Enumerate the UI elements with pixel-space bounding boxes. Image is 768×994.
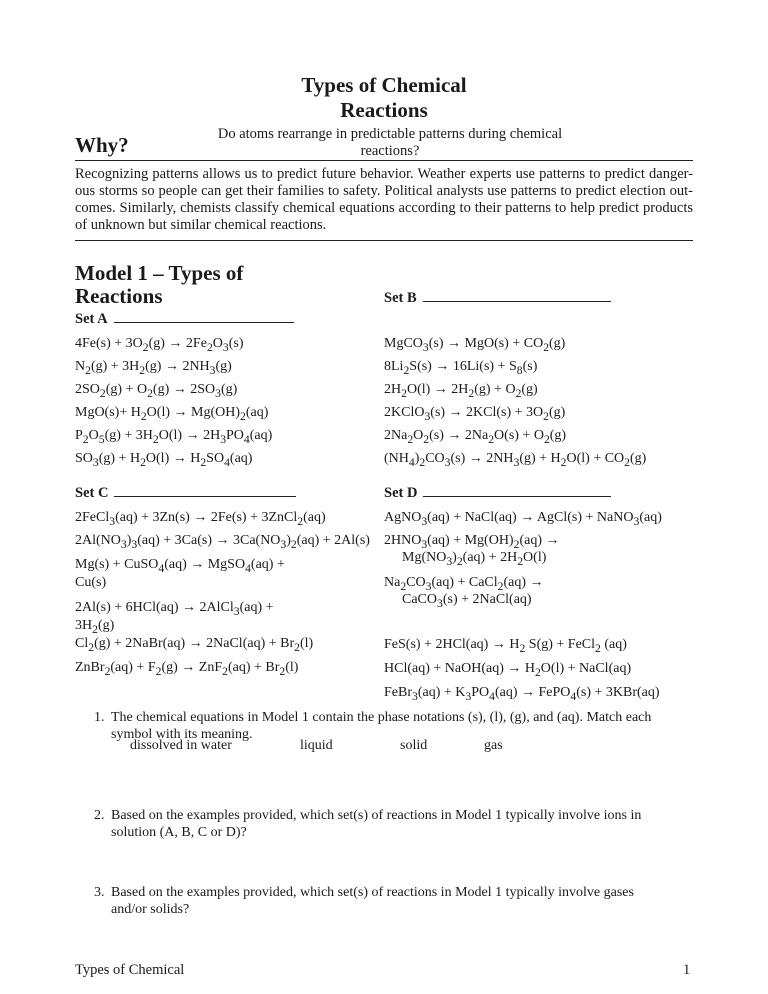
set-d-eq-3a: $Na_2CO_3(aq)$ + CaCl$_2$(aq) → <box>384 575 544 593</box>
title-line-2: Reactions <box>340 98 428 122</box>
choice-liquid: liquid <box>300 738 333 753</box>
set-c-eq-6: ZnBr$_2$(aq) + $F_2(g) \to ZnF_2(aq) + Br_2(l)$ <box>75 660 299 678</box>
choice-dissolved: dissolved in water <box>130 738 232 753</box>
set-d-eq-3b: CaCO$_3$(s) + 2NaCl(aq) <box>402 592 532 610</box>
set-c-eq-3a: Mg(s) + CuSO$_4$(aq) → MgSO$_4$(aq) + <box>75 557 285 575</box>
set-a-eq-2: $N_2(g) + 3H_2(g) \to 2NH_3(g)$ <box>75 359 232 377</box>
set-c-eq-4b: $3H_2(g)$ <box>75 618 115 636</box>
question-1-number: 1. <box>94 710 105 725</box>
set-b-eq-5: $2Na_2O_2(s) \to 2Na_2O(s) + O_2(g)$ <box>384 428 567 446</box>
divider-bottom <box>75 240 693 241</box>
footer-title: Types of Chemical <box>75 962 185 978</box>
question-3 <box>94 884 671 918</box>
set-b-eq-4: 2KClO$_3$(s) → $2KCl(s) + 3O_2(g)$ <box>384 405 566 423</box>
question-1-text: The chemical equations in Model 1 contain the phase notations (s), (l), (g), and (aq). Match each symbol with its meaning. <box>111 710 652 742</box>
set-c-eq-1: 2FeCl$_3$(aq) + 3Zn(s) → 2Fe(s) + 3ZnCl$_2$(aq) <box>75 510 326 528</box>
set-b-blank[interactable] <box>423 288 611 302</box>
title-line-1: Types of Chemical <box>301 73 467 97</box>
set-a-label-text: Set A <box>75 311 108 327</box>
question-2-text: Based on the examples provided, which set(s) of reactions in Model 1 typically involve ions in solution (A, B, C or D)? <box>111 808 642 840</box>
choice-list <box>130 738 503 754</box>
set-c-eq-2: $2Al(NO_3)_3(aq) + 3Ca(s) \to 3Ca(NO_3)_2(aq) + 2Al(s)$ <box>75 533 370 551</box>
set-d-blank[interactable] <box>423 483 611 497</box>
question-2-number: 2. <box>94 808 105 823</box>
set-a-eq-4: $MgO(s)+ H_2O(l) \to Mg(OH)_2(aq)$ <box>75 405 269 423</box>
why-question: Do atoms rearrange in predictable patterns during chemical reactions? <box>217 126 563 159</box>
set-b-label <box>384 288 611 307</box>
set-a-label <box>75 309 294 328</box>
why-label: Why? <box>75 133 129 157</box>
set-d-eq-2b: $Mg(NO_3)_2(aq) + 2H_2O(l)$ <box>402 550 547 568</box>
set-c-eq-5: $Cl_2(g)$ + 2NaBr(aq) → 2NaCl(aq) + $Br_2(l)$ <box>75 636 314 654</box>
set-b-eq-6: $(NH_4)_2CO_3(s) \to 2NH_3(g) + H_2O(l) + CO_2(g)$ <box>384 451 647 469</box>
choice-solid: solid <box>400 738 428 753</box>
set-b-eq-3: $2H_2O(l) \to 2H_2(g) + O_2(g)$ <box>384 382 538 400</box>
divider-top <box>75 160 693 161</box>
set-a-blank[interactable] <box>114 309 294 323</box>
choice-gas: gas <box>484 738 503 753</box>
set-a-eq-1: $4Fe(s) + 3O_2(g) \to 2Fe_2O_3(s)$ <box>75 336 244 354</box>
set-d-eq-2a: $2HNO_3(aq) + Mg(OH)_2(aq)$ → <box>384 533 560 551</box>
set-d-eq-6: FeBr$_3$(aq) + $K_3PO_4(aq)$ → FePO$_4$(s) + 3KBr(aq) <box>384 685 660 703</box>
question-3-number: 3. <box>94 885 105 900</box>
set-c-eq-3b: Cu(s) <box>75 575 107 590</box>
set-c-eq-4a: 2Al(s) + 6HCl(aq) → 2AlCl$_3$(aq) + <box>75 600 274 618</box>
page-number: 1 <box>683 962 691 978</box>
set-d-eq-4: $FeS(s) + 2HCl(aq) \to H_2$ S(g) + FeCl$_2$ (aq) <box>384 637 627 655</box>
set-a-eq-3: $2SO_2(g) + O_2(g) \to 2SO_3(g)$ <box>75 382 238 400</box>
set-d-label <box>384 483 611 502</box>
question-3-text: Based on the examples provided, which set(s) of reactions in Model 1 typically involve gases and/or solids? <box>111 885 634 917</box>
set-b-eq-1: MgCO$_3$(s) → $MgO(s) + CO_2(g)$ <box>384 336 566 354</box>
set-b-eq-2: $8Li_2S(s) \to 16Li(s) + S_8(s)$ <box>384 359 538 377</box>
set-c-label-text: Set C <box>75 485 109 501</box>
set-d-label-text: Set D <box>384 485 418 501</box>
page-title <box>0 73 768 123</box>
intro-paragraph: Recognizing patterns allows us to predict future behavior. Weather experts use patterns to predict danger- ous storms so people can get their families to safety. Political analysts use patterns to predict election out- comes. Similarly, chemists classify chemical equations according to their patterns to help predict products of unknown but similar chemical reactions. <box>75 166 693 233</box>
model-title: Model 1 – Types of Reactions <box>75 261 244 308</box>
set-c-blank[interactable] <box>114 483 296 497</box>
set-a-eq-5: $P_2O_5(g) + 3H_2O(l) \to 2H_3PO_4(aq)$ <box>75 428 273 446</box>
set-b-label-text: Set B <box>384 290 417 306</box>
set-d-eq-1: AgNO$_3$(aq) + NaCl(aq) → AgCl(s) + NaNO$_3$(aq) <box>384 510 662 528</box>
question-2 <box>94 807 671 841</box>
set-a-eq-6: $SO_3(g) + H_2O(l) \to H_2SO_4(aq)$ <box>75 451 253 469</box>
set-d-eq-5: HCl(aq) + NaOH(aq) → $H_2O(l)$ + NaCl(aq) <box>384 661 632 679</box>
set-c-label <box>75 483 296 502</box>
